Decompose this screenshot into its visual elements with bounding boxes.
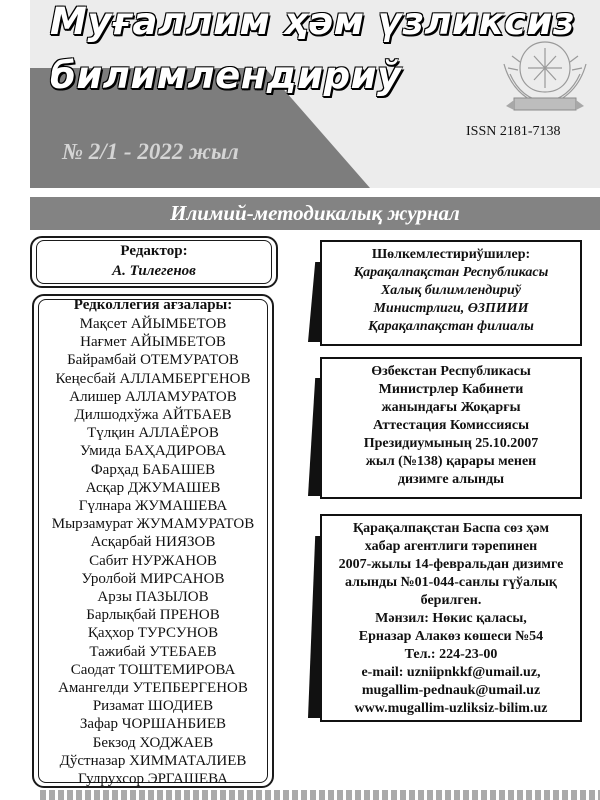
board-member: Байрамбай ОТЕМУРАТОВ [67, 352, 239, 369]
board-member: Кеңесбай АЛЛАМБЕРГЕНОВ [55, 370, 251, 387]
board-member: Зафар ЧОРШАНБИЕВ [79, 716, 227, 733]
board-member: Тажибай УТЕБАЕВ [89, 643, 217, 660]
cropped-text-strip [40, 790, 600, 800]
editor-label: Редактор: [120, 243, 188, 259]
journal-emblem-icon [490, 34, 600, 120]
board-member: Фарҳад БАБАШЕВ [90, 461, 216, 478]
registration-line: алынды №01-044-санлы гүўалық [345, 575, 557, 590]
founders-line: Халық билимлендириў [380, 283, 522, 298]
attestation-line: жанындағы Жоқарғы [381, 400, 521, 415]
attestation-line: дизимге алынды [397, 472, 505, 487]
founders-line: Қарақалпақстан филиалы [368, 319, 534, 334]
board-member: Мақсет АЙЫМБЕТОВ [79, 316, 227, 332]
founders-line: Қарақалпақстан Республикасы [353, 265, 549, 280]
board-member: Амангелди УТЕПБЕРГЕНОВ [58, 680, 248, 697]
address-line: Мәнзил: Нөкис қаласы, [375, 611, 527, 626]
board-member: Барлықбай ПРЕНОВ [86, 607, 220, 624]
board-member: Асқарбай НИЯЗОВ [90, 534, 216, 551]
board-title: Редколлегия ағзалары: [73, 297, 233, 313]
board-members-list [32, 315, 274, 788]
attestation-line: жыл (№138) қарары менен [365, 454, 537, 469]
board-member: Асқар ДЖУМАШЕВ [85, 479, 221, 496]
board-member: Саодат ТОШТЕМИРОВА [70, 661, 236, 678]
registration-line: хабар агентлиги тәрепинен [364, 539, 538, 554]
board-member: Дўстназар ХИММАТАЛИЕВ [59, 752, 247, 769]
email-line: e-mail: uzniipnkkf@umail.uz, [361, 665, 541, 680]
registration-line: 2007-жылы 14-февральдан дизимге [338, 557, 564, 572]
board-member: Арзы ПАЗЫЛОВ [97, 589, 209, 606]
board-member: Умида БАҲАДИРОВА [79, 443, 227, 460]
editor-name: А. Тилегенов [112, 263, 196, 279]
board-member: Гүлнара ЖУМАШЕВА [78, 498, 228, 515]
attestation-box [320, 357, 582, 499]
board-member: Қаҳхор ТУРСУНОВ [87, 625, 219, 642]
attestation-line: Өзбекстан Республикасы [371, 364, 531, 379]
board-member: Гулрухсор ЭРГАШЕВА [77, 771, 228, 788]
board-member: Бекзод ХОДЖАЕВ [92, 734, 214, 751]
website-line: www.mugallim-uzliksiz-bilim.uz [354, 701, 548, 716]
founders-line: Министрлиги, ӨЗПИИИ [373, 301, 529, 316]
board-member: Нағмет АЙЫМБЕТОВ [80, 334, 226, 351]
founders-box [320, 240, 582, 346]
board-member: Ризамат ШОДИЕВ [92, 698, 214, 715]
board-member: Уролбой МИРСАНОВ [81, 570, 225, 587]
issue-number: № 2/1 - 2022 жыл [62, 139, 239, 164]
attestation-line: Министрлер Кабинети [378, 382, 524, 397]
board-member: Сабит НУРЖАНОВ [89, 552, 217, 569]
cover-header [30, 0, 600, 188]
board-member: Мырзамурат ЖУМАМУРАТОВ [51, 516, 255, 533]
board-member: Алишер АЛЛАМУРАТОВ [69, 388, 237, 405]
board-member: Дилшодхўжа АЙТБАЕВ [74, 407, 232, 424]
registration-box [320, 514, 582, 722]
founders-title: Шөлкемлестириўшилер: [371, 247, 531, 262]
attestation-line: Аттестация Комиссиясы [372, 418, 530, 433]
issn: ISSN 2181-7138 [466, 124, 561, 139]
phone-line: Тел.: 224-23-00 [404, 647, 498, 662]
attestation-line: Президиумының 25.10.2007 [363, 436, 539, 451]
registration-line: берилген. [420, 593, 482, 608]
journal-type-banner: Илимий-методикалық журнал [30, 197, 600, 230]
address-line: Ерназар Алакөз көшеси №54 [358, 629, 544, 644]
journal-title-line1: Муғаллим ҳәм үзликсиз [50, 0, 575, 43]
email-line: mugallim-pednauk@umail.uz [361, 683, 541, 698]
journal-title-line2: билимлендириў [50, 54, 402, 97]
board-member: Түлқин АЛЛАЁРОВ [87, 425, 219, 442]
registration-line: Қарақалпақстан Баспа сөз ҳәм [352, 521, 550, 536]
